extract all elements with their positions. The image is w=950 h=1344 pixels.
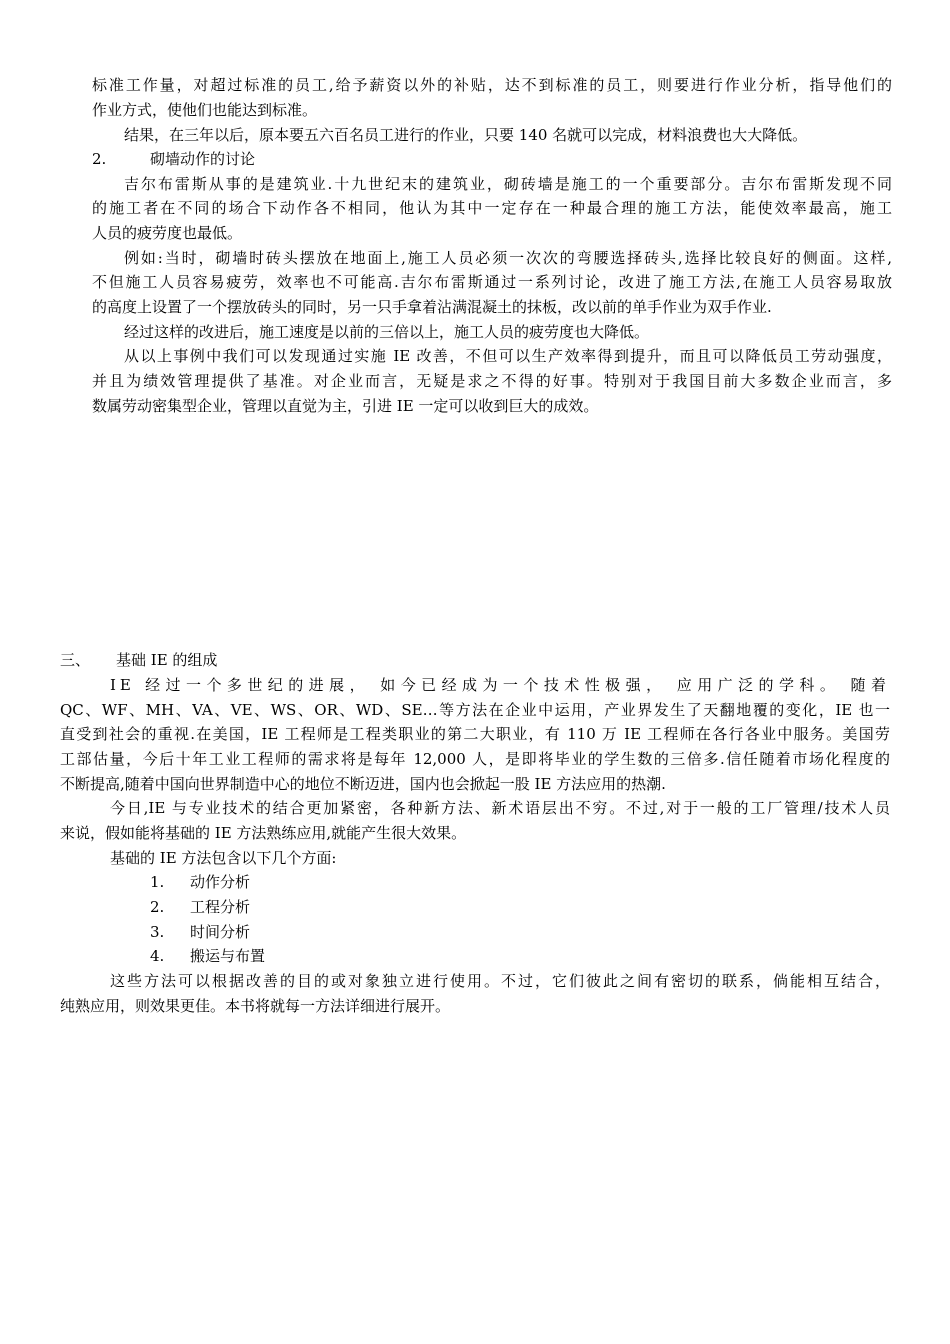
list-item: 工程分析 <box>190 898 251 916</box>
paragraph-line: 作业方式，使他们也能达到标准。 <box>92 101 318 119</box>
paragraph-line: 标准工作量，对超过标准的员工,给予薪资以外的补贴，达不到标准的员工，则要进行作业分析，指导他们的 <box>92 76 892 94</box>
list-item-number: 1. <box>150 873 165 891</box>
paragraph-line: 的高度上设置了一个摆放砖头的同时，另一只手拿着沾满混凝土的抹板，改以前的单手作业为双手作业. <box>92 298 772 316</box>
list-item: 搬运与布置 <box>190 947 266 965</box>
paragraph-line: QC、WF、MH、VA、VE、WS、OR、WD、SE…等方法在企业中运用，产业界发生了天翻地覆的变化，IE 也一 <box>60 701 890 719</box>
list-item: 动作分析 <box>190 873 251 891</box>
paragraph-line: 例如:当时，砌墙时砖头摆放在地面上,施工人员必须一次次的弯腰选择砖头,选择比较良好的侧面。这样, <box>124 249 892 267</box>
section-heading: 基础 IE 的组成 <box>116 651 218 669</box>
paragraph: 结果，在三年以后，原本要五六百名员工进行的作业，只要 140 名就可以完成，材料浪费也大大降低。 <box>124 126 808 144</box>
paragraph-line: 纯熟应用，则效果更佳。本书将就每一方法详细进行展开。 <box>60 997 451 1015</box>
section-number: 三、 <box>60 651 91 669</box>
paragraph-line: 人员的疲劳度也最低。 <box>92 224 243 242</box>
list-item-number: 3. <box>150 923 165 941</box>
list-item: 时间分析 <box>190 923 251 941</box>
list-item-number: 2. <box>150 898 165 916</box>
paragraph-line: 吉尔布雷斯从事的是建筑业.十九世纪末的建筑业，砌砖墙是施工的一个重要部分。吉尔布雷斯发现不同 <box>124 175 892 193</box>
paragraph-line: IE 经过一个多世纪的进展， 如今已经成为一个技术性极强， 应用广泛的学科。 随着 <box>110 676 890 694</box>
paragraph-line: 不但施工人员容易疲劳，效率也不可能高.吉尔布雷斯通过一系列讨论，改进了施工方法,在施工人员容易取放 <box>92 273 892 291</box>
paragraph-line: 不断提高,随着中国向世界制造中心的地位不断迈进，国内也会掀起一股 IE 方法应用的热潮. <box>60 775 666 793</box>
paragraph-line: 从以上事例中我们可以发现通过实施 IE 改善，不但可以生产效率得到提升，而且可以降低员工劳动强度， <box>124 347 892 365</box>
paragraph-line: 的施工者在不同的场合下动作各不相同，他认为其中一定存在一种最合理的施工方法，能使效率最高，施工 <box>92 199 892 217</box>
list-item-number: 4. <box>150 947 165 965</box>
subheading: 砌墙动作的讨论 <box>150 150 256 168</box>
paragraph-line: 这些方法可以根据改善的目的或对象独立进行使用。不过，它们彼此之间有密切的联系，倘能相互结合， <box>110 972 890 990</box>
paragraph-line: 工部估量，今后十年工业工程师的需求将是每年 12,000 人，是即将毕业的学生数的三倍多.信任随着市场化程度的 <box>60 750 890 768</box>
paragraph: 基础的 IE 方法包含以下几个方面: <box>110 849 337 867</box>
paragraph-line: 来说，假如能将基础的 IE 方法熟练应用,就能产生很大效果。 <box>60 824 467 842</box>
paragraph-line: 数属劳动密集型企业，管理以直觉为主，引进 IE 一定可以收到巨大的成效。 <box>92 397 599 415</box>
paragraph: 经过这样的改进后，施工速度是以前的三倍以上，施工人员的疲劳度也大降低。 <box>124 323 650 341</box>
paragraph-line: 直受到社会的重视.在美国，IE 工程师是工程类职业的第二大职业，有 110 万 IE 工程师在各行各业中服务。美国劳 <box>60 725 890 743</box>
paragraph-line: 今日,IE 与专业技术的结合更加紧密，各种新方法、新术语层出不穷。不过,对于一般的工厂管理/技术人员 <box>110 799 890 817</box>
paragraph-line: 并且为绩效管理提供了基准。对企业而言，无疑是求之不得的好事。特别对于我国目前大多数企业而言，多 <box>92 372 892 390</box>
heading-number: 2. <box>92 150 107 168</box>
